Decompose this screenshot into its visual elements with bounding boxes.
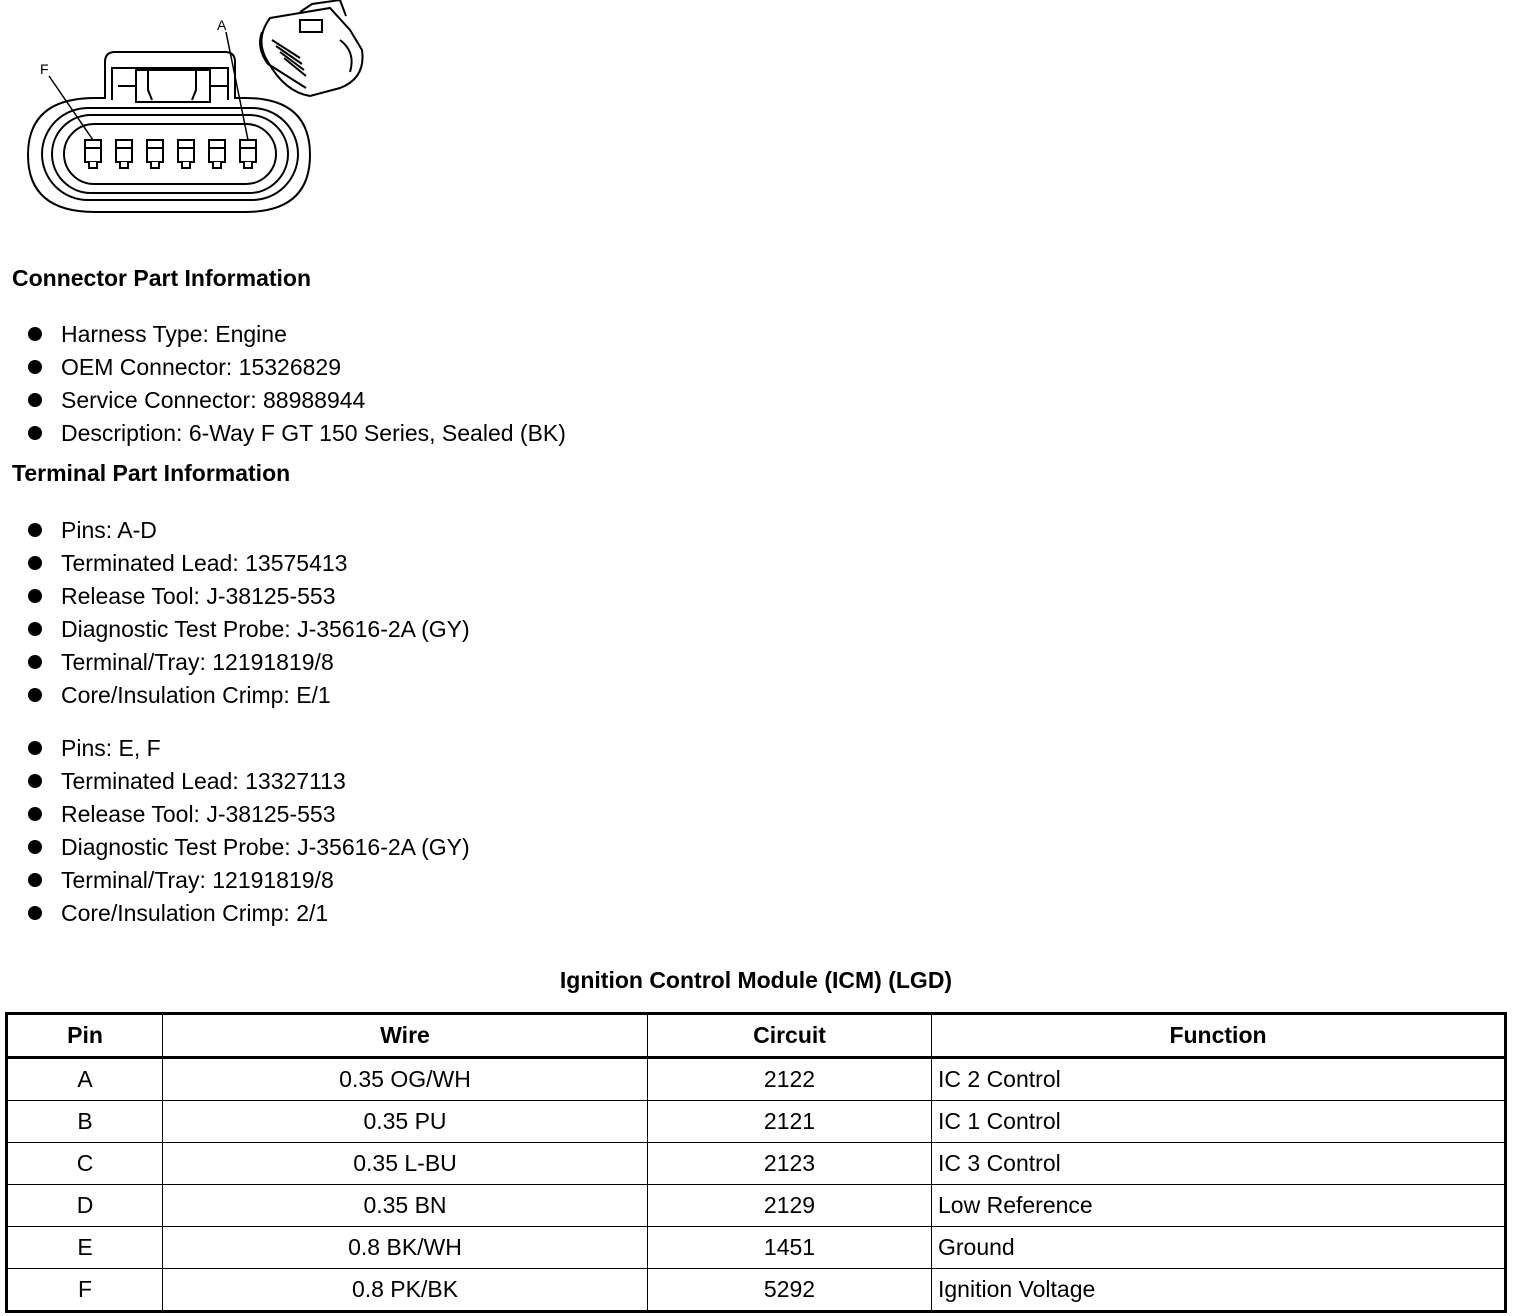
- column-header-wire: Wire: [163, 1014, 648, 1058]
- circuit-cell: 2121: [648, 1101, 932, 1143]
- list-item: Core/Insulation Crimp: 2/1: [28, 897, 470, 930]
- list-item: OEM Connector: 15326829: [28, 351, 566, 384]
- bullet-icon: [28, 589, 42, 603]
- function-cell: Low Reference: [932, 1185, 1506, 1227]
- table-row: [7, 1143, 1506, 1185]
- terminal-b: [209, 140, 225, 162]
- connector-part-info-heading: Connector Part Information: [12, 265, 312, 291]
- terminal-group-2-list: [28, 732, 470, 930]
- list-item: Harness Type: Engine: [28, 318, 566, 351]
- circuit-cell: 5292: [648, 1269, 932, 1312]
- connector-part-info-list: [28, 318, 566, 450]
- function-cell: Ignition Voltage: [932, 1269, 1506, 1312]
- bullet-icon: [28, 688, 42, 702]
- list-item: Terminated Lead: 13327113: [28, 765, 470, 798]
- list-item: Service Connector: 88988944: [28, 384, 566, 417]
- list-item: Diagnostic Test Probe: J-35616-2A (GY): [28, 831, 470, 864]
- bullet-icon: [28, 873, 42, 887]
- pinout-table: [5, 1012, 1507, 1313]
- pin-cell: F: [7, 1269, 163, 1312]
- terminal-c: [178, 140, 194, 162]
- list-item: Release Tool: J-38125-553: [28, 798, 470, 831]
- bullet-icon: [28, 556, 42, 570]
- pin-cell: A: [7, 1058, 163, 1101]
- wire-cell: 0.35 PU: [163, 1101, 648, 1143]
- table-row: [7, 1269, 1506, 1312]
- terminal-group-1-list: [28, 514, 470, 712]
- bullet-icon: [28, 774, 42, 788]
- circuit-cell: 2129: [648, 1185, 932, 1227]
- bullet-icon: [28, 426, 42, 440]
- pin-cell: C: [7, 1143, 163, 1185]
- pin-cell: D: [7, 1185, 163, 1227]
- column-header-function: Function: [932, 1014, 1506, 1058]
- terminal-a: [240, 140, 256, 162]
- connector-perspective-view: [260, 0, 363, 96]
- wire-cell: 0.8 PK/BK: [163, 1269, 648, 1312]
- list-item: Pins: A-D: [28, 514, 470, 547]
- bullet-icon: [28, 327, 42, 341]
- table-title: Ignition Control Module (ICM) (LGD): [559, 967, 953, 993]
- pin-label-f: F: [40, 61, 49, 77]
- function-cell: Ground: [932, 1227, 1506, 1269]
- circuit-cell: 1451: [648, 1227, 932, 1269]
- list-item: Release Tool: J-38125-553: [28, 580, 470, 613]
- table-row: [7, 1185, 1506, 1227]
- list-item: Description: 6-Way F GT 150 Series, Sealed (BK): [28, 417, 566, 450]
- pin-label-a: A: [217, 17, 227, 33]
- terminal-f: [85, 140, 101, 162]
- connector-illustration: [0, 0, 380, 230]
- function-cell: IC 3 Control: [932, 1143, 1506, 1185]
- bullet-icon: [28, 807, 42, 821]
- bullet-icon: [28, 906, 42, 920]
- column-header-circuit: Circuit: [648, 1014, 932, 1058]
- column-header-pin: Pin: [7, 1014, 163, 1058]
- circuit-cell: 2122: [648, 1058, 932, 1101]
- wire-cell: 0.35 OG/WH: [163, 1058, 648, 1101]
- list-item: Diagnostic Test Probe: J-35616-2A (GY): [28, 613, 470, 646]
- function-cell: IC 2 Control: [932, 1058, 1506, 1101]
- circuit-cell: 2123: [648, 1143, 932, 1185]
- bullet-icon: [28, 360, 42, 374]
- bullet-icon: [28, 840, 42, 854]
- terminal-part-info-heading: Terminal Part Information: [12, 460, 291, 486]
- list-item: Terminated Lead: 13575413: [28, 547, 470, 580]
- table-row: [7, 1101, 1506, 1143]
- bullet-icon: [28, 622, 42, 636]
- bullet-icon: [28, 741, 42, 755]
- pin-cell: B: [7, 1101, 163, 1143]
- bullet-icon: [28, 393, 42, 407]
- wire-cell: 0.35 L-BU: [163, 1143, 648, 1185]
- terminal-e: [116, 140, 132, 162]
- function-cell: IC 1 Control: [932, 1101, 1506, 1143]
- wire-cell: 0.35 BN: [163, 1185, 648, 1227]
- list-item: Core/Insulation Crimp: E/1: [28, 679, 470, 712]
- wire-cell: 0.8 BK/WH: [163, 1227, 648, 1269]
- table-header-row: [7, 1014, 1506, 1058]
- list-item: Pins: E, F: [28, 732, 470, 765]
- terminal-d: [147, 140, 163, 162]
- pin-cell: E: [7, 1227, 163, 1269]
- table-row: [7, 1058, 1506, 1101]
- list-item: Terminal/Tray: 12191819/8: [28, 646, 470, 679]
- bullet-icon: [28, 523, 42, 537]
- table-row: [7, 1227, 1506, 1269]
- list-item: Terminal/Tray: 12191819/8: [28, 864, 470, 897]
- bullet-icon: [28, 655, 42, 669]
